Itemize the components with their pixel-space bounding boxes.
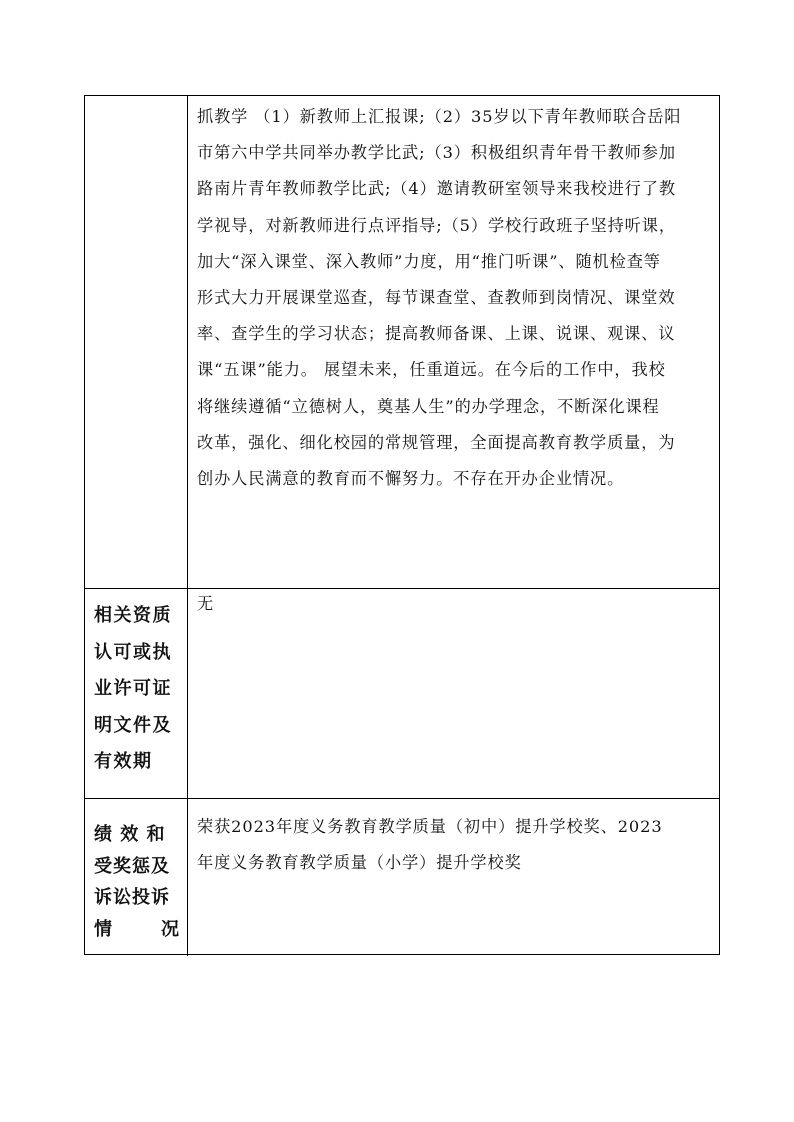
info-table	[84, 95, 720, 955]
table-row-school-work	[85, 96, 719, 589]
text-line: 课“五课”能力。 展望未来，任重道远。在今后的工作中，我校	[197, 360, 666, 380]
label-line: 业许可证	[94, 678, 172, 700]
text-line: 路南片青年教师教学比武;（4）邀请教研室领导来我校进行了教	[197, 179, 676, 199]
text-line: 学视导，对新教师进行点评指导;（5）学校行政班子坚持听课，	[197, 215, 676, 235]
label-line: 认可或执	[94, 641, 172, 663]
label-line: 诉讼投诉	[94, 887, 170, 908]
label-line: 受奖惩及	[94, 855, 170, 877]
label-line: 相关资质	[94, 605, 172, 626]
text-line: 创办人民满意的教育而不懈努力。不存在开办企业情况。	[197, 469, 625, 489]
column-divider	[187, 799, 188, 956]
table-row-qualifications	[85, 589, 719, 799]
qualifications-label	[85, 589, 187, 798]
label-line: 有效期	[94, 751, 153, 773]
text-line: 率、查学生的学习状态；提高教师备课、上课、说课、观课、议	[197, 324, 676, 344]
column-divider	[187, 589, 188, 798]
qualifications-value: 无	[197, 594, 215, 613]
label-line: 绩 效 和	[94, 824, 166, 845]
label-char: 情	[94, 918, 113, 940]
text-line: 改革，强化、细化校园的常规管理，全面提高教育教学质量，为	[197, 432, 676, 452]
text-line: 将继续遵循“立德树人，奠基人生”的办学理念，不断深化课程	[197, 396, 660, 416]
label-line-last	[94, 914, 180, 946]
text-line: 形式大力开展课堂巡查，每节课查堂、查教师到岗情况、课堂效	[197, 288, 676, 308]
table-row-performance	[85, 799, 719, 956]
column-divider	[187, 96, 188, 588]
label-line: 明文件及	[94, 714, 172, 736]
text-line: 市第六中学共同举办教学比武;（3）积极组织青年骨干教师参加	[197, 143, 676, 163]
row-label-empty	[85, 96, 187, 588]
text-line: 加大“深入课堂、深入教师”力度，用“推门听课”、随机检查等	[197, 251, 661, 271]
label-char: 况	[161, 918, 180, 940]
school-work-text	[197, 99, 711, 497]
performance-text	[197, 809, 711, 881]
text-line: 年度义务教育教学质量（小学）提升学校奖	[197, 853, 522, 872]
text-line: 荣获2023年度义务教育教学质量（初中）提升学校奖、2023	[197, 817, 663, 836]
text-line: 抓教学 （1）新教师上汇报课;（2）35岁以下青年教师联合岳阳	[197, 107, 682, 126]
performance-label	[85, 799, 187, 956]
